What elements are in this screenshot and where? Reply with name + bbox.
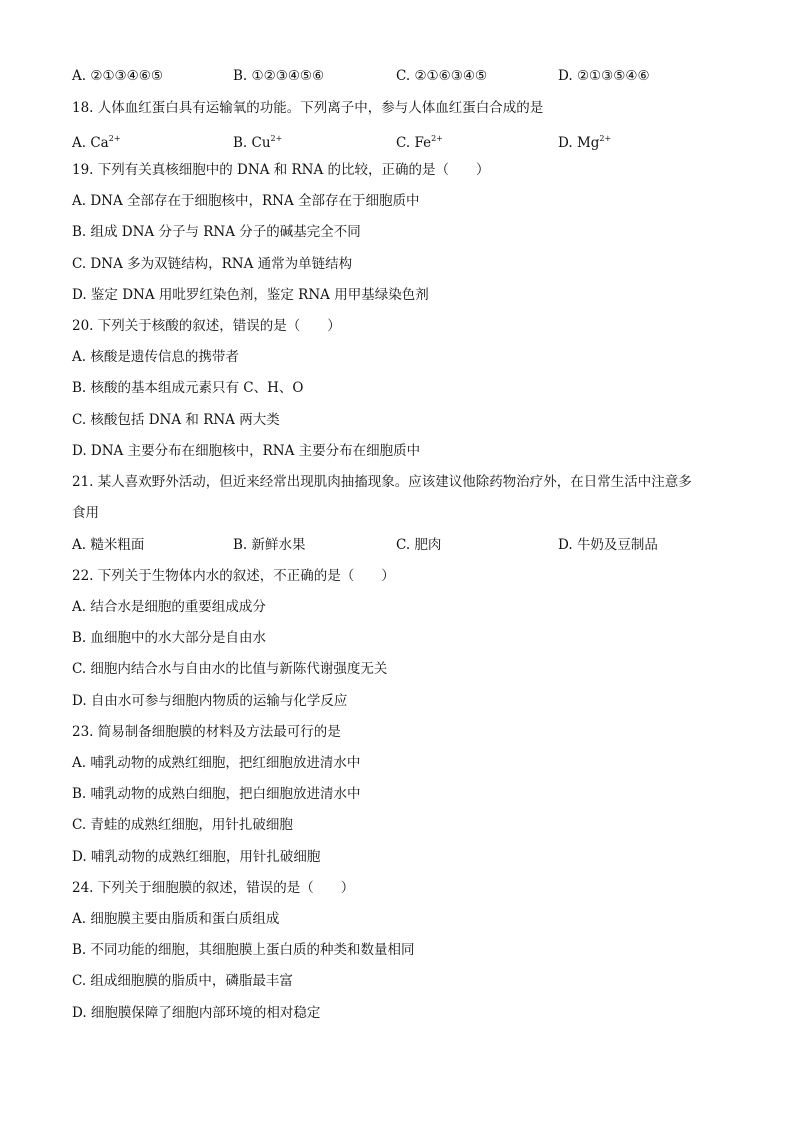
q18-option-c: C. $Fe^{2+}$ [396,134,443,151]
q21-stem-line1: 21. 某人喜欢野外活动，但近来经常出现肌肉抽搐现象。应该建议他除药物治疗外，在日常生活中注意多 [72,474,692,490]
q19-option-d: D. 鉴定 DNA 用吡罗红染色剂，鉴定 RNA 用甲基绿染色剂 [72,287,429,303]
q20-option-c: C. 核酸包括 DNA 和 RNA 两大类 [72,412,280,428]
q22-option-b: B. 血细胞中的水大部分是自由水 [72,630,267,646]
q18-options [72,129,732,149]
q21-option-b: B. 新鲜水果 [233,537,306,553]
q21-option-c: C. 肥肉 [396,537,442,553]
q21-stem-line2: 食用 [72,505,99,521]
q18-option-b: B. $Cu^{2+}$ [233,134,283,151]
q18-stem: 18. 人体血红蛋白具有运输氧的功能。下列离子中，参与人体血红蛋白合成的是 [72,100,544,116]
q24-option-d: D. 细胞膜保障了细胞内部环境的相对稳定 [72,1005,321,1021]
q19-stem: 19. 下列有关真核细胞中的 DNA 和 RNA 的比较，正确的是（ ） [72,162,490,178]
q19-option-c: C. DNA 多为双链结构，RNA 通常为单链结构 [72,256,353,272]
q19-option-b: B. 组成 DNA 分子与 RNA 分子的碱基完全不同 [72,224,361,240]
q20-option-d: D. DNA 主要分布在细胞核中，RNA 主要分布在细胞质中 [72,443,421,459]
q24-option-b: B. 不同功能的细胞，其细胞膜上蛋白质的种类和数量相同 [72,942,415,958]
q17-options [72,66,732,86]
q23-option-c: C. 青蛙的成熟红细胞，用针扎破细胞 [72,817,293,833]
q24-stem: 24. 下列关于细胞膜的叙述，错误的是（ ） [72,880,355,896]
q23-option-d: D. 哺乳动物的成熟红细胞，用针扎破细胞 [72,849,321,865]
q22-option-c: C. 细胞内结合水与自由水的比值与新陈代谢强度无关 [72,661,388,677]
q21-option-a: A. 糙米粗面 [72,537,145,553]
q23-option-b: B. 哺乳动物的成熟白细胞，把白细胞放进清水中 [72,786,361,802]
q21-option-d: D. 牛奶及豆制品 [558,537,658,553]
q23-option-a: A. 哺乳动物的成熟红细胞，把红细胞放进清水中 [72,755,361,771]
q22-option-d: D. 自由水可参与细胞内物质的运输与化学反应 [72,693,348,709]
q19-option-a: A. DNA 全部存在于细胞核中，RNA 全部存在于细胞质中 [72,193,420,209]
q20-option-b: B. 核酸的基本组成元素只有 C、H、O [72,380,304,396]
q20-stem: 20. 下列关于核酸的叙述，错误的是（ ） [72,318,341,334]
q24-option-c: C. 组成细胞膜的脂质中，磷脂最丰富 [72,973,293,989]
q17-option-d: D. ②①③⑤④⑥ [558,68,650,84]
q17-option-b: B. ①②③④⑤⑥ [233,68,325,84]
q20-option-a: A. 核酸是遗传信息的携带者 [72,349,239,365]
q17-option-a: A. ②①③④⑥⑤ [72,68,163,84]
q22-stem: 22. 下列关于生物体内水的叙述，不正确的是（ ） [72,568,395,584]
q23-stem: 23. 简易制备细胞膜的材料及方法最可行的是 [72,724,341,740]
q22-option-a: A. 结合水是细胞的重要组成成分 [72,599,266,615]
q21-options [72,535,732,555]
q18-option-a: A. $Ca^{2+}$ [72,134,121,151]
q24-option-a: A. 细胞膜主要由脂质和蛋白质组成 [72,911,280,927]
q17-option-c: C. ②①⑥③④⑤ [396,68,488,84]
q18-option-d: D. $Mg^{2+}$ [558,134,612,151]
